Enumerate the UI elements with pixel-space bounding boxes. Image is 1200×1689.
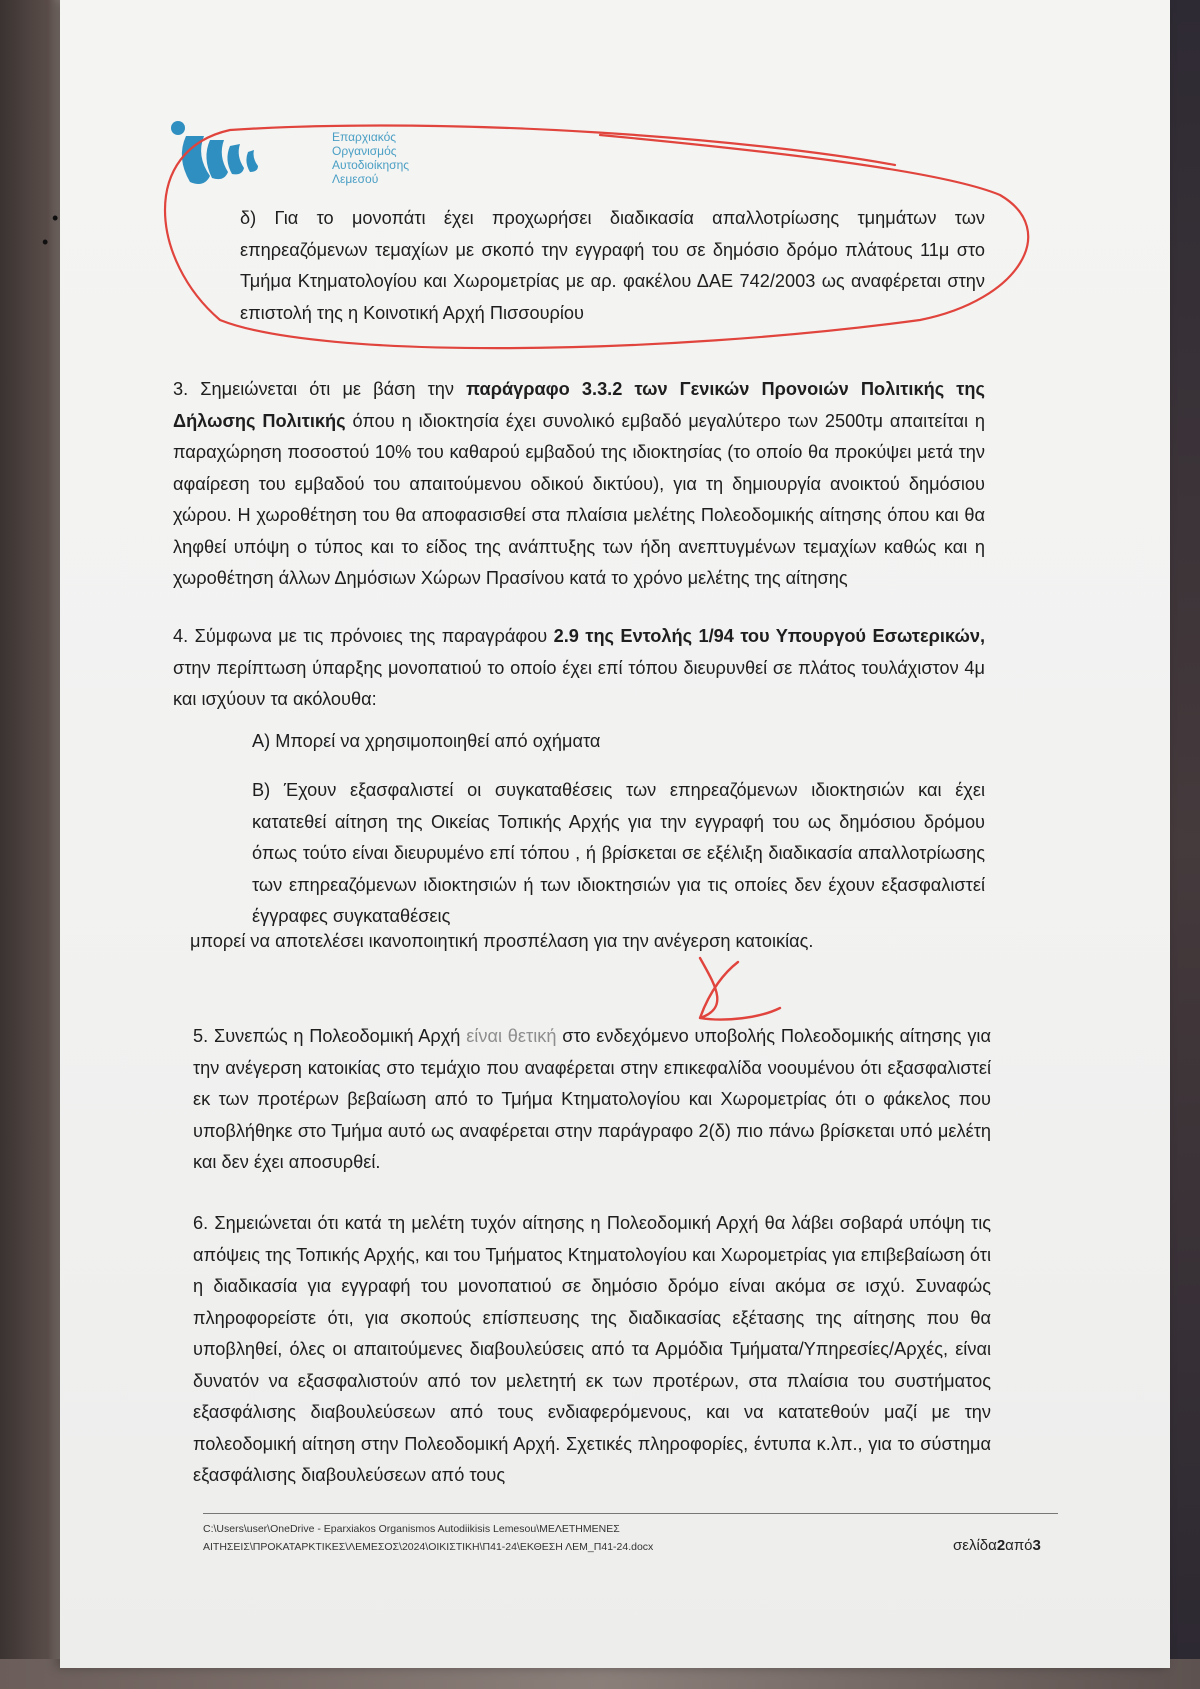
paragraph-3-text: όπου η ιδιοκτησία έχει συνολικό εμβαδό μεγαλύτερο των 2500τμ απαιτείται η παραχώρηση ποσοστού 10% του καθαρού εμβαδού της ιδιοκτησίας (το οποίο θα προκύψει μετά την αφαίρεση του εμβαδού του απαιτούμενου οδικού δικτύου), για τη δημιουργία ανοικτού δημόσιου χώρου. Η χωροθέτηση του θα αποφασισθεί στα πλαίσια μελέτης Πολεοδομικής αίτησης όπου και θα ληφθεί υπόψη ο τύπος και το είδος της ανάπτυξης των ήδη ανεπτυγμένων τεμαχίων καθώς και η χωροθέτηση άλλων Δημόσιων Χώρων Πρασίνου κατά το χρόνο μελέτης της αίτησης — [173, 410, 985, 588]
page-current: 2 — [996, 1537, 1006, 1554]
page-total: 3 — [1032, 1537, 1041, 1554]
org-name-line: Οργανισμός — [332, 144, 397, 158]
paragraph-3-bold: παράγραφο 3.3.2 των Γενικών Προνοιών Πολιτικής της Δήλωσης Πολιτικής — [173, 379, 985, 431]
org-name-line: Λεμεσού — [332, 172, 379, 186]
paragraph-4a: Α) Μπορεί να χρησιμοποιηθεί από οχήματα — [252, 731, 601, 751]
footer-rule — [203, 1513, 1058, 1514]
footer-path-line: ΑΙΤΗΣΕΙΣ\ΠΡΟΚΑΤΑΡΚΤΙΚΕΣ\ΛΕΜΕΣΟΣ\2024\ΟΙΚΙΣΤΙΚΗ\Π41-24\ΕΚΘΕΣΗ ΛΕΜ_Π41-24.docx — [203, 1541, 654, 1553]
footer-file-path — [203, 1520, 653, 1556]
paragraph-4-conclusion: μπορεί να αποτελέσει ικανοποιητική προσπέλαση για την ανέγερση κατοικίας. — [190, 931, 814, 951]
paragraph-4-bold: 2.9 της Εντολής 1/94 του Υπουργού Εσωτερικών, — [553, 626, 985, 646]
background-right — [1170, 0, 1200, 1689]
annotation-arrow — [700, 958, 780, 1020]
paragraph-2d: δ) Για το μονοπάτι έχει προχωρήσει διαδικασία απαλλοτρίωσης τμημάτων των επηρεαζόμενων τεμαχίων με σκοπό την εγγραφή του σε δημόσιο δρόμο πλάτους 11μ στο Τμήμα Κτηματολογίου και Χωρομετρίας με αρ. φακέλου ΔΑΕ 742/2003 ως αναφέρεται στην επιστολή της η Κοινοτική Αρχή Πισσουρίου — [240, 208, 985, 323]
paragraph-4 — [173, 621, 985, 716]
paragraph-3-text: 3. Σημειώνεται ότι με βάση την — [173, 379, 467, 399]
paragraph-5-text: 5. Συνεπώς η Πολεοδομική Αρχή — [193, 1026, 467, 1046]
paragraph-6: 6. Σημειώνεται ότι κατά τη μελέτη τυχόν αίτησης η Πολεοδομική Αρχή θα λάβει σοβαρά υπόψη τις απόψεις της Τοπικής Αρχής, και του Τμήματος Κτηματολογίου και Χωρομετρίας για επιβεβαίωση ότι η διαδικασία για εγγραφή του μονοπατιού σε δημόσιο δρόμο είναι ακόμα σε ισχύ. Συναφώς πληροφορείστε ότι, για σκοπούς επίσπευσης της διαδικασίας εξέτασης της αίτησης που θα υποβληθεί, όλες οι απαιτούμενες διαβουλεύσεις από τα Αρμόδια Τμήματα/Υπηρεσίες/Αρχές, είναι δυνατόν να εξασφαλιστούν από τον μελετητή εκ των προτέρων, στα πλαίσια του συστήματος εξασφάλισης διαβουλεύσεων από τους ενδιαφερόμενους, και να κατατεθούν μαζί με την πολεοδομική αίτηση στην Πολεοδομική Αρχή. Σχετικές πληροφορίες, έντυπα κ.λπ., για το σύστημα εξασφάλισης διαβουλεύσεων από τους — [193, 1213, 991, 1485]
footer-path-line: C:\Users\user\OneDrive - Eparxiakos Organismos Autodiikisis Lemesou\ΜΕΛΕΤΗΜΕΝΕΣ — [203, 1523, 620, 1535]
paragraph-5 — [193, 1021, 991, 1179]
paragraph-4-text: 4. Σύμφωνα με τις πρόνοιες της παραγράφου — [173, 626, 554, 646]
page-of-label: από — [1005, 1537, 1033, 1554]
margin-dot: • — [42, 232, 49, 252]
document-page — [60, 0, 1170, 1668]
margin-dot: • — [52, 208, 59, 228]
paragraph-4-text: στην περίπτωση ύπαρξης μονοπατιού το οποίο έχει επί τόπου διευρυνθεί σε πλάτος τουλάχιστον 4μ και ισχύουν τα ακόλουθα: — [173, 657, 985, 709]
page-label: σελίδα — [953, 1537, 997, 1554]
page-number — [953, 1537, 1041, 1554]
paragraph-3 — [173, 374, 985, 595]
org-name — [332, 130, 409, 186]
paragraph-5-text: στο ενδεχόμενο υποβολής Πολεοδομικής αίτησης για την ανέγερση κατοικίας στο τεμάχιο που αναφέρεται στην επικεφαλίδα νοουμένου ότι εξασφαλιστεί εκ των προτέρων βεβαίωση από το Τμήμα Κτηματολογίου και Χωρομετρίας ότι ο φάκελος που υποβλήθηκε στο Τμήμα αυτό ως αναφέρεται στην παράγραφο 2(δ) πιο πάνω βρίσκεται υπό μελέτη και δεν έχει αποσυρθεί. — [193, 1026, 991, 1172]
paragraph-4b: Β) Έχουν εξασφαλιστεί οι συγκαταθέσεις των επηρεαζόμενων ιδιοκτησιών και έχει κατατεθεί αίτηση της Οικείας Τοπικής Αρχής για την εγγραφή του ως δημόσιου δρόμου όπως τούτο είναι διευρυμένο επί τόπου , ή βρίσκεται σε εξέλιξη διαδικασία απαλλοτρίωσης των επηρεαζόμενων ιδιοκτησιών ή των ιδιοκτησιών για τις οποίες δεν έχουν εξασφαλιστεί έγγραφες συγκαταθέσεις — [252, 780, 985, 926]
paragraph-5-highlight: είναι θετική — [466, 1026, 557, 1046]
org-name-line: Αυτοδιοίκησης — [332, 158, 410, 172]
org-name-line: Επαρχιακός — [332, 130, 397, 144]
